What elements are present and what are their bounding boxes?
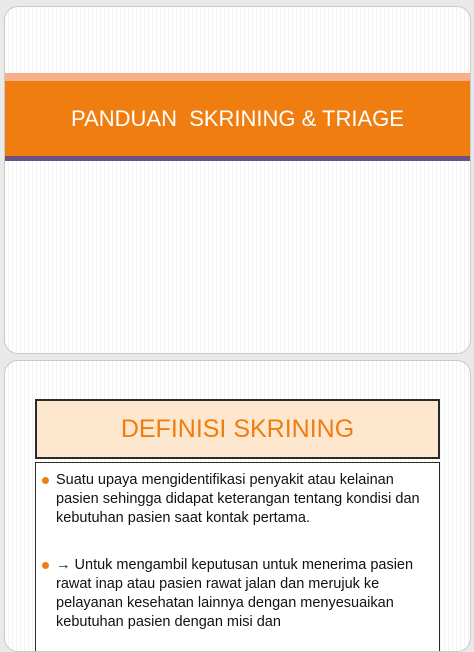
bullet-text: Suatu upaya mengidentifikasi penyakit atau kelainan pasien sehingga didapat keterangan tentang kondisi dan kebutuhan pasien saat kontak pertama. [56, 472, 420, 526]
peach-band [5, 73, 470, 81]
content-box [35, 462, 440, 652]
bullet-dot-icon [42, 477, 49, 484]
bullet-dot-icon [42, 562, 49, 569]
bullet-text: → Untuk mengambil keputusan untuk menerima pasien rawat inap atau pasien rawat jalan dan merujuk ke pelayanan kesehatan lainnya dengan menyesuaikan kebutuhan pasien dengan misi dan [56, 557, 414, 630]
bullet-item [42, 556, 432, 632]
title-slide [4, 6, 471, 354]
purple-band [5, 156, 470, 161]
bullet-item [42, 471, 432, 528]
slide-title: PANDUAN SKRINING & TRIAGE [71, 105, 404, 131]
heading-box [35, 399, 440, 459]
definition-heading: DEFINISI SKRINING [120, 414, 355, 443]
definition-slide [4, 360, 471, 652]
